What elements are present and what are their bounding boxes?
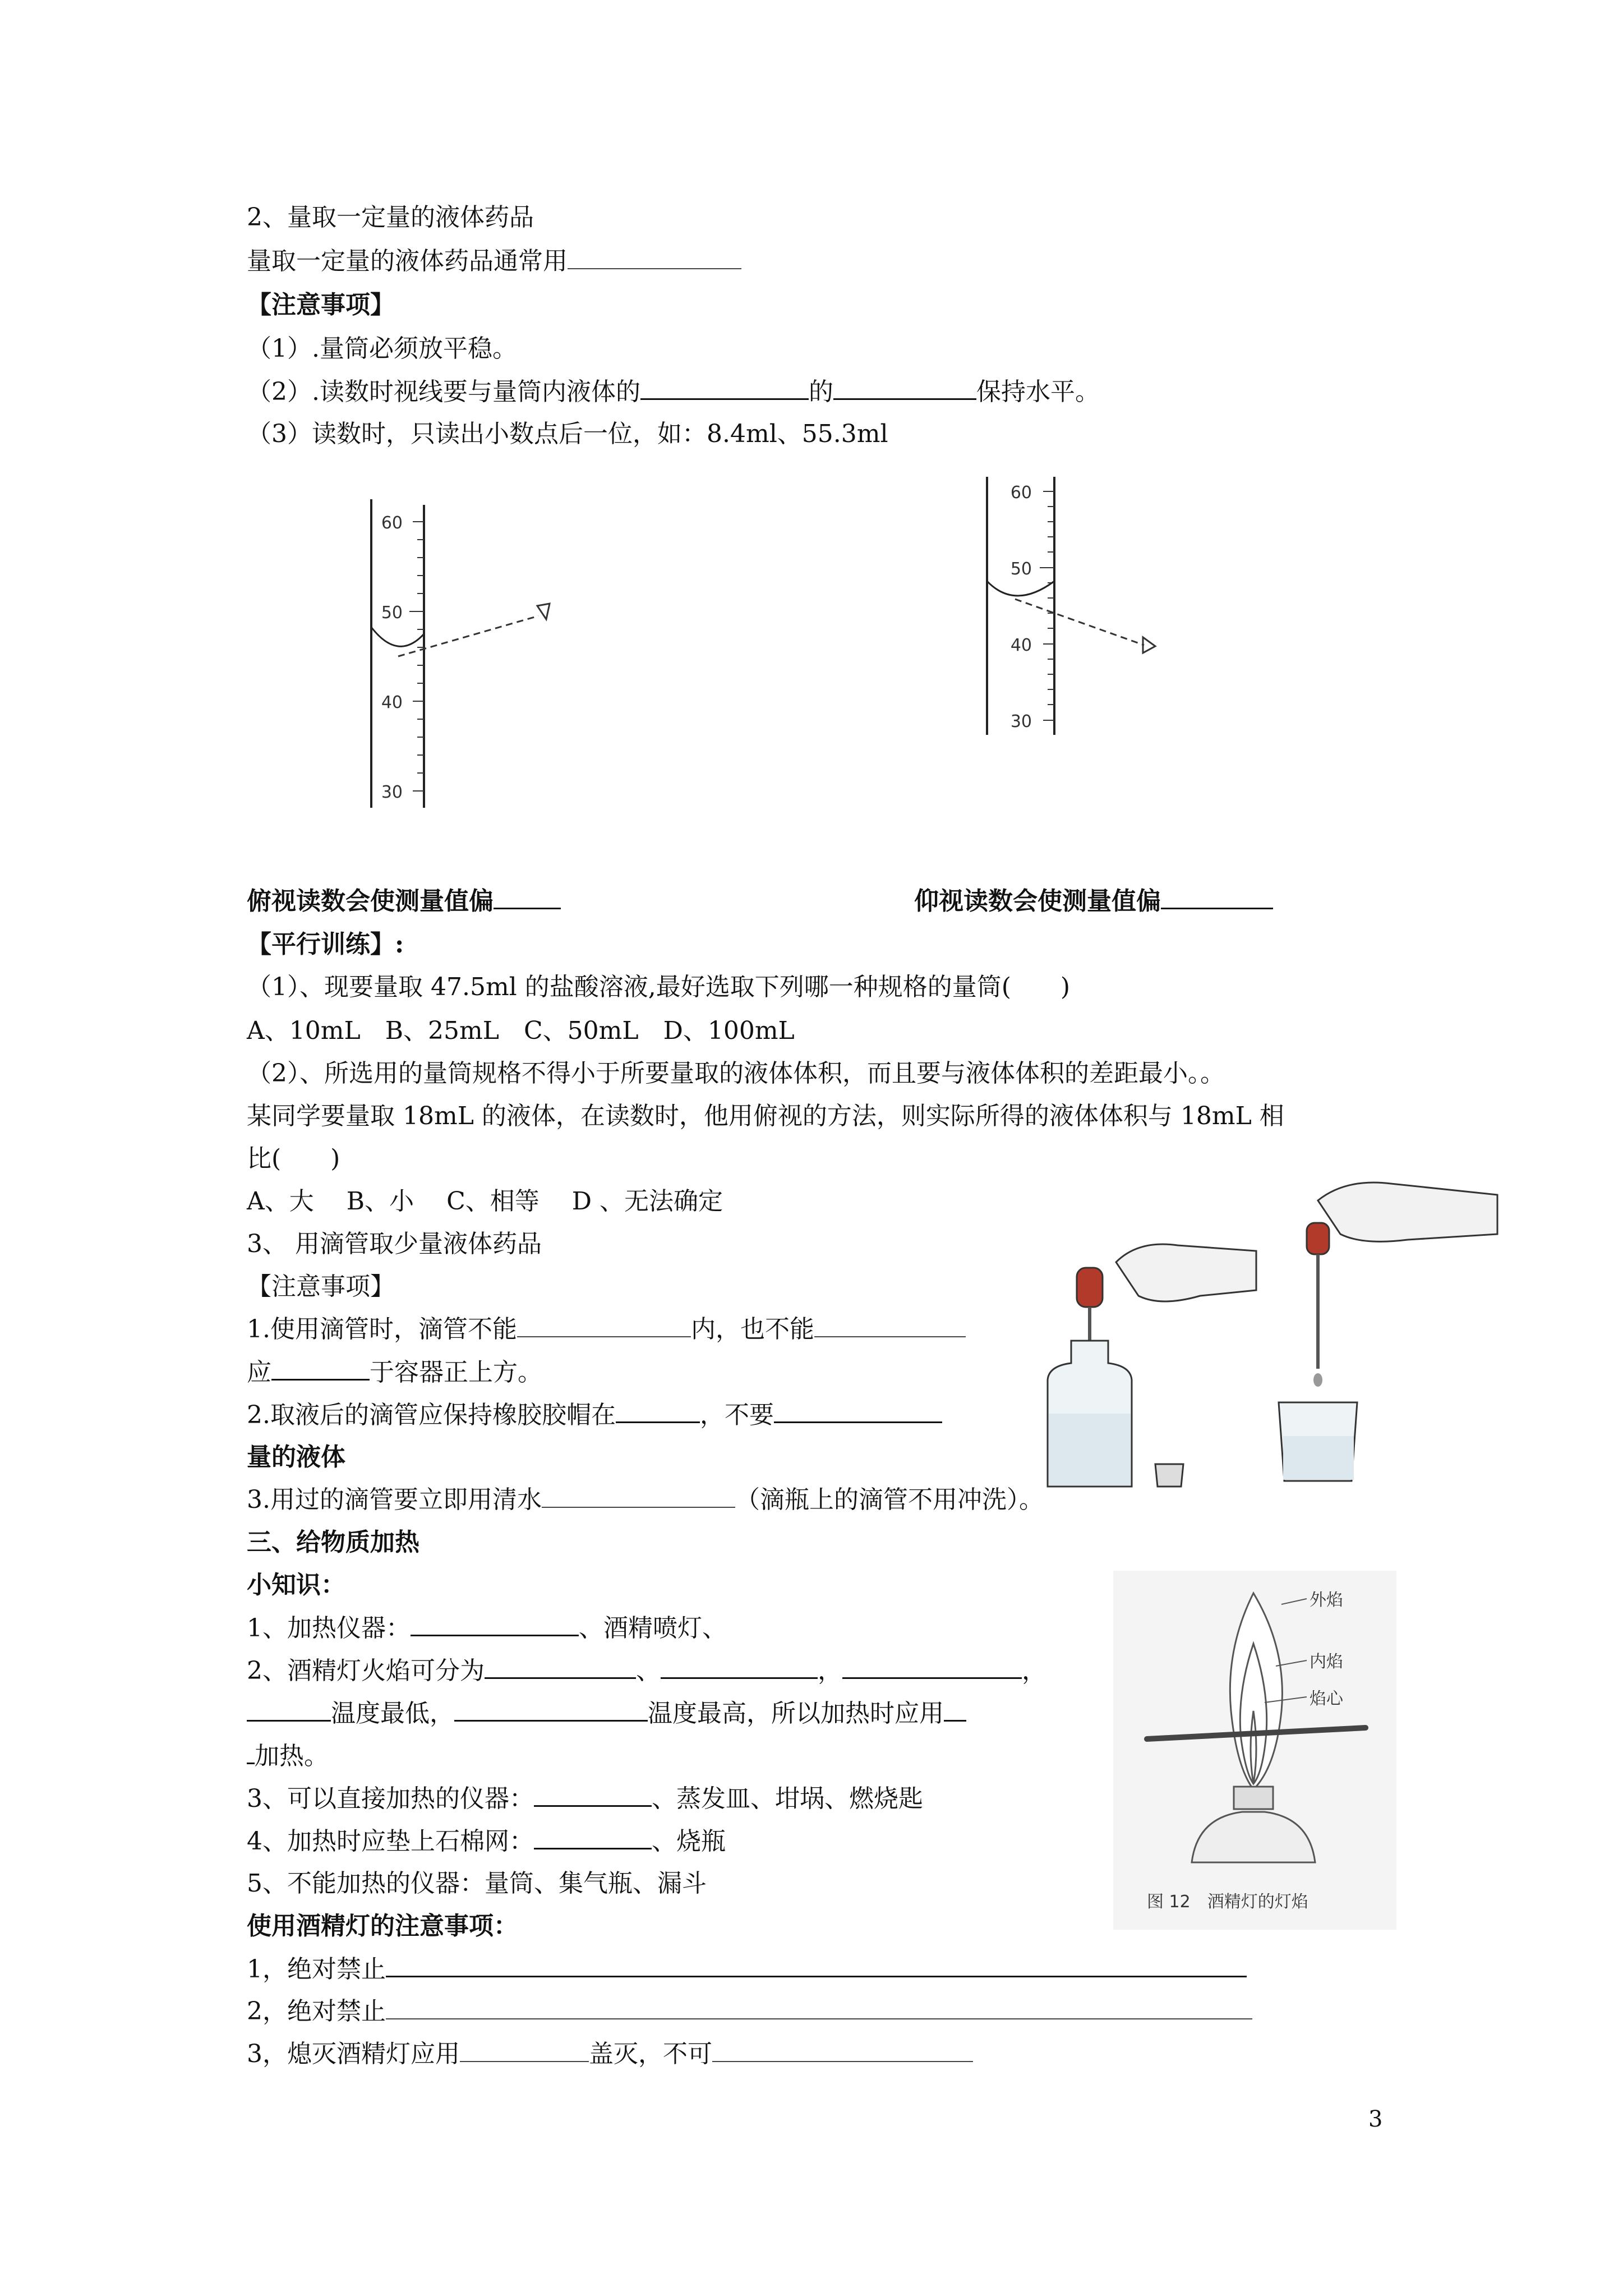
blank[interactable] [460, 2039, 589, 2062]
dropper-note-2: 2.取液后的滴管应保持橡胶胶帽在 ，不要 [247, 1399, 942, 1431]
knowledge-2-end: 加热。 [247, 1740, 329, 1772]
blank[interactable] [712, 2039, 973, 2062]
knowledge-3: 3、可以直接加热的仪器： 、蒸发皿、坩埚、燃烧匙 [247, 1783, 923, 1815]
practice-q2-options: A、大 B、小 C、相等 D 、无法确定 [247, 1187, 723, 1216]
flame-core-label: 焰心 [1310, 1689, 1343, 1709]
liquid [1049, 1414, 1131, 1485]
dropper-note-1-cont: 应 于容器正上方。 [247, 1356, 542, 1388]
blank[interactable] [386, 1953, 1247, 1977]
note-2: （2）.读数时视线要与量筒内液体的 的 保持水平。 [247, 376, 1100, 408]
notes-heading: 【注意事项】 [247, 291, 395, 319]
section3-notes-heading: 【注意事项】 [247, 1272, 395, 1301]
hand [1116, 1244, 1256, 1301]
blank[interactable] [517, 1314, 691, 1337]
measure-line: 量取一定量的液体药品通常用 [247, 246, 741, 277]
dropper-note-3: 3.用过的滴管要立即用清水 （滴瓶上的滴管不用冲洗）。 [247, 1485, 1044, 1514]
blank[interactable] [814, 1314, 966, 1337]
droplet [1313, 1373, 1322, 1387]
tick-label: 50 [1010, 559, 1032, 579]
top-view-reading: 俯视读数会使测量值偏 [247, 885, 561, 917]
blank[interactable] [944, 1697, 966, 1722]
blank[interactable] [534, 1783, 652, 1807]
inner-flame-label: 内焰 [1310, 1652, 1343, 1672]
tick-label: 40 [1010, 636, 1032, 655]
lamp-notes-heading: 使用酒精灯的注意事项： [247, 1912, 518, 1940]
outer-flame-label: 外焰 [1310, 1590, 1343, 1610]
practice-q1: （1）、现要量取 47.5ml 的盐酸溶液,最好选取下列哪一种规格的量筒( ) [247, 973, 1071, 1001]
figure-caption: 图 12 酒精灯的灯焰 [1147, 1892, 1308, 1912]
blank[interactable] [485, 1655, 636, 1679]
knowledge-2: 2、酒精灯火焰可分为 、 ， ， [247, 1655, 1046, 1687]
tick-label: 40 [381, 693, 403, 712]
practice-q2-line3: 比( ) [247, 1144, 340, 1173]
blank[interactable] [534, 1825, 652, 1849]
alcohol-lamp-flame-figure [1113, 1571, 1396, 1930]
sight-line [398, 616, 538, 656]
blank[interactable] [568, 246, 741, 269]
tick-label: 50 [381, 603, 403, 623]
blank[interactable] [661, 1655, 818, 1679]
practice-q2-line2: 某同学要量取 18mL 的液体，在读数时，他用俯视的方法，则实际所得的液体体积与 18mL 相 [247, 1102, 1284, 1130]
meniscus [371, 627, 424, 646]
knowledge-2-cont: 温度最低， 温度最高，所以加热时应用 [247, 1697, 966, 1729]
section2-title: 2、量取一定量的液体药品 [247, 203, 534, 232]
sight-line [1015, 599, 1144, 645]
blank[interactable] [1161, 885, 1273, 909]
blank[interactable] [774, 1399, 942, 1423]
knowledge-1: 1、加热仪器： 、酒精喷灯、 [247, 1612, 727, 1644]
lamp-note-2: 2，绝对禁止 [247, 1996, 1252, 2027]
dropper-bottle-figure [1032, 1228, 1267, 1498]
lamp-note-1: 1，绝对禁止 [247, 1953, 1247, 1985]
dropper-note-1: 1.使用滴管时，滴管不能 内，也不能 [247, 1314, 966, 1345]
heating-title: 三、给物质加热 [247, 1528, 419, 1557]
dropper-note-2-cont: 量的液体 [247, 1443, 345, 1471]
page-number: 3 [1368, 2106, 1383, 2132]
hand [1318, 1182, 1497, 1241]
stopper [1155, 1464, 1183, 1487]
practice-q2-line1: （2）、所选用的量筒规格不得小于所要量取的液体体积，而且要与液体体积的差距最小。。 [247, 1059, 1225, 1088]
eye-icon [1143, 637, 1155, 653]
blank[interactable] [411, 1612, 579, 1636]
blank[interactable] [842, 1655, 1022, 1679]
blank[interactable] [833, 376, 976, 400]
blank[interactable] [616, 1399, 700, 1423]
bottom-view-reading: 仰视读数会使测量值偏 [914, 885, 1273, 917]
rubber-bulb [1307, 1223, 1329, 1254]
blank[interactable] [494, 885, 561, 909]
tick-label: 60 [1010, 483, 1032, 503]
cylinder-bottom-view-figure [953, 471, 1166, 740]
section3-title: 3、 用滴管取少量液体药品 [247, 1230, 542, 1258]
blank[interactable] [271, 1356, 370, 1381]
tick-label: 60 [381, 513, 403, 533]
liquid [1283, 1436, 1354, 1480]
practice-q1-options: A、10mL B、25mL C、50mL D、100mL [247, 1016, 795, 1045]
flame-core [1251, 1711, 1256, 1784]
knowledge-4: 4、加热时应垫上石棉网： 、烧瓶 [247, 1825, 726, 1857]
lamp-note-3: 3，熄灭酒精灯应用 盖灭，不可 [247, 2039, 973, 2070]
blank[interactable] [542, 1484, 735, 1508]
note-1: （1）.量筒必须放平稳。 [247, 334, 517, 363]
dropper-beaker-figure [1262, 1178, 1520, 1492]
blank[interactable] [247, 1740, 255, 1764]
eye-icon [537, 604, 550, 619]
practice-heading: 【平行训练】: [247, 930, 404, 959]
tick-label: 30 [381, 783, 403, 802]
blank[interactable] [640, 376, 809, 400]
blank[interactable] [386, 1996, 1252, 2019]
wick-holder [1234, 1787, 1273, 1809]
blank[interactable] [454, 1697, 648, 1722]
tick-label: 30 [1010, 712, 1032, 731]
rubber-bulb [1077, 1268, 1103, 1307]
cylinder-top-view-figure [359, 494, 572, 813]
knowledge-5: 5、不能加热的仪器：量筒、集气瓶、漏斗 [247, 1869, 707, 1898]
blank[interactable] [247, 1697, 331, 1722]
small-knowledge: 小知识： [247, 1571, 345, 1599]
note-3: （3）读数时，只读出小数点后一位，如：8.4ml、55.3ml [247, 420, 888, 448]
meniscus [987, 581, 1054, 596]
